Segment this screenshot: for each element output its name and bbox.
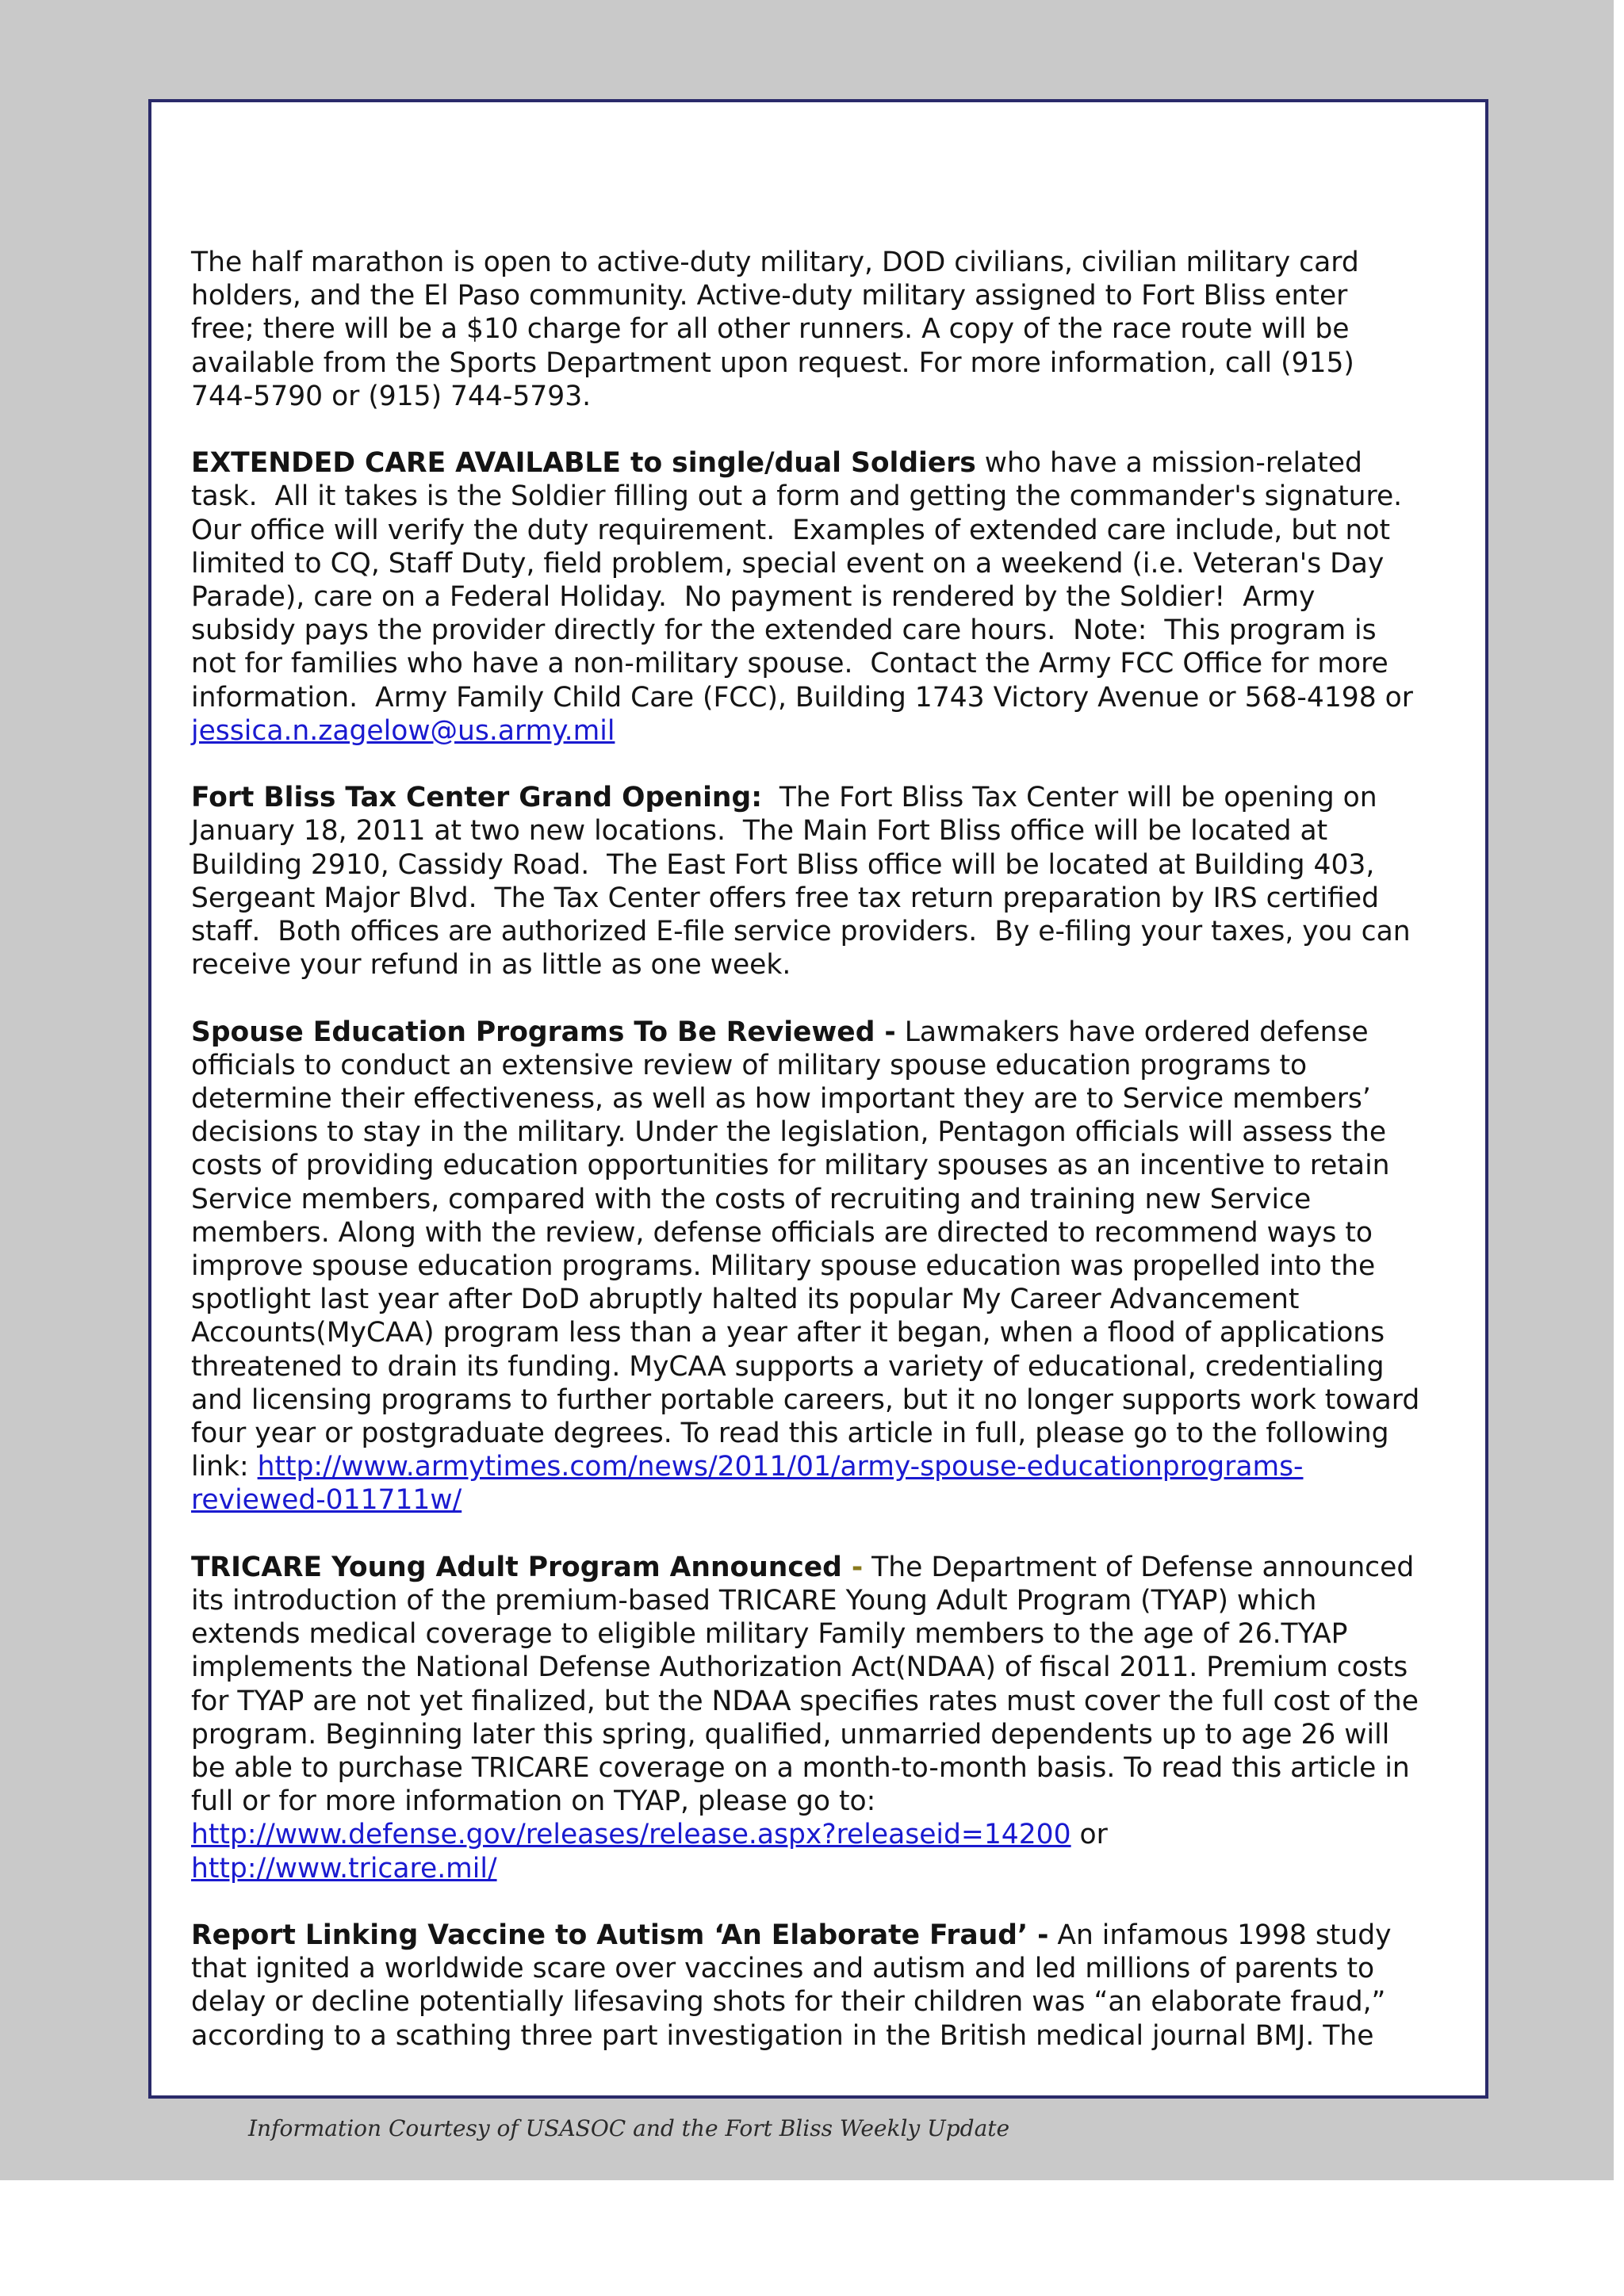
tricare-paragraph: TRICARE Young Adult Program Announced - The Department of Defense announced its introduction of the premium-based TRICARE Young Adult Program (TYAP) which extends medical coverage to eligible military Family members to the age of 26.TYAP implements the National Defense Authorization Act(NDAA) of fiscal 2011. Premium costs for TYAP are not yet finalized, but the NDAA specifies rates must cover the full cost of the program. Beginning later this spring, qualified, unmarried dependents up to age 26 will be able to purchase TRICARE coverage on a month-to-month basis. To read this article in full or for more information on TYAP, please go to: http://www.defense.gov/releases/release.aspx?releaseid=14200 or http://www.tricare.mil/: [191, 1551, 1419, 1885]
tricare-heading: TRICARE Young Adult Program Announced: [191, 1551, 842, 1583]
fcc-email-link[interactable]: jessica.n.zagelow@us.army.mil: [191, 714, 615, 747]
vaccine-heading: Report Linking Vaccine to Autism ‘An Elaborate Fraud’ -: [191, 1919, 1049, 1952]
spouse-education-heading: Spouse Education Programs To Be Reviewed -: [191, 1016, 896, 1048]
vaccine-paragraph: Report Linking Vaccine to Autism ‘An Elaborate Fraud’ - An infamous 1998 study that ignited a worldwide scare over vaccines and autism and led millions of parents to delay or decline potentially lifesaving shots for their children was “an elaborate fraud,” according to a scathing three part investigation in the British medical journal BMJ. The: [191, 1919, 1392, 2052]
extended-care-paragraph: EXTENDED CARE AVAILABLE to single/dual Soldiers who have a mission-related task. All it takes is the Soldier filling out a form and getting the commander's signature. Our office will verify the duty requirement. Examples of extended care include, but not limited to CQ, Staff Duty, field problem, special event on a weekend (i.e. Veteran's Day Parade), care on a Federal Holiday. No payment is rendered by the Soldier! Army subsidy pays the provider directly for the extended care hours. Note: This program is not for families who have a non-military spouse. Contact the Army FCC Office for more information. Army Family Child Care (FCC), Building 1743 Victory Avenue or 568-4198 or jessica.n.zagelow@us.army.mil: [191, 447, 1413, 747]
tax-center-paragraph: Fort Bliss Tax Center Grand Opening: The Fort Bliss Tax Center will be opening on January 18, 2011 at two new locations. The Main Fort Bliss office will be located at Building 2910, Cassidy Road. The East Fort Bliss office will be located at Building 403, Sergeant Major Blvd. The Tax Center offers free tax return preparation by IRS certified staff. Both offices are authorized E-file service providers. By e-filing your taxes, you can receive your refund in as little as one week.: [191, 782, 1411, 982]
article-body: [191, 246, 1460, 2053]
extended-care-heading: EXTENDED CARE AVAILABLE to single/dual Soldiers: [191, 447, 976, 480]
tax-center-heading: Fort Bliss Tax Center Grand Opening:: [191, 782, 762, 814]
half-marathon-paragraph: The half marathon is open to active-duty military, DOD civilians, civilian military card holders, and the El Paso community. Active-duty military assigned to Fort Bliss enter free; there will be a $10 charge for all other runners. A copy of the race route will be available from the Sports Department upon request. For more information, call (915) 744-5790 or (915) 744-5793.: [191, 247, 1359, 412]
defense-gov-link[interactable]: http://www.defense.gov/releases/release.aspx?releaseid=14200: [191, 1819, 1071, 1851]
armytimes-link[interactable]: http://www.armytimes.com/news/2011/01/army-spouse-educationprograms- reviewed-011711w/: [191, 1451, 1304, 1517]
footer-credit: Information Courtesy of USASOC and the Fort Bliss Weekly Update: [248, 2115, 1010, 2141]
tricare-link[interactable]: http://www.tricare.mil/: [191, 1852, 497, 1885]
spouse-education-paragraph: Spouse Education Programs To Be Reviewed - Lawmakers have ordered defense officials to conduct an extensive review of military spouse education programs to determine their effectiveness, as well as how important they are to Service members’ decisions to stay in the military. Under the legislation, Pentagon officials will assess the costs of providing education opportunities for military spouses as an incentive to retain Service members, compared with the costs of recruiting and training new Service members. Along with the review, defense officials are directed to recommend ways to improve spouse education programs. Military spouse education was propelled into the spotlight last year after DoD abruptly halted its popular My Career Advancement Accounts(MyCAA) program less than a year after it began, when a flood of applications threatened to drain its funding. MyCAA supports a variety of educational, credentialing and licensing programs to further portable careers, but it no longer supports work toward four year or postgraduate degrees. To read this article in full, please go to the following link: http://www.armytimes.com/news/2011/01/army-spouse-educationprograms- reviewed-011711w/: [191, 1016, 1420, 1517]
